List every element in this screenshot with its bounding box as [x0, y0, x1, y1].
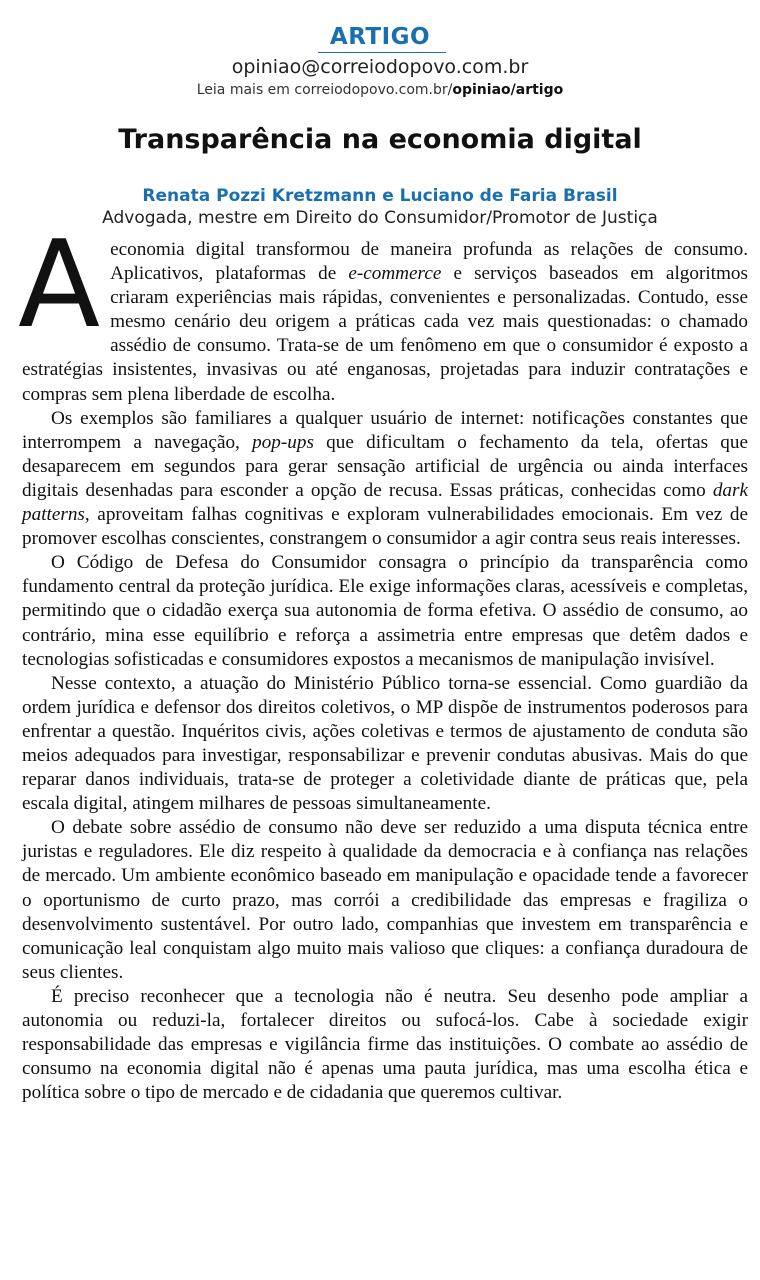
article-authors: Renata Pozzi Kretzmann e Luciano de Faria Brasil — [142, 186, 618, 206]
paragraph-2-emphasis-1: pop-ups — [252, 431, 314, 453]
paragraph-2-text-a: Os exemplos são familiares a qualquer usuário de internet: notificações constantes que interrompem a navegação, — [22, 407, 748, 453]
paragraph-1-text-b: e serviços baseados em algoritmos criaram experiências mais rápidas, convenientes e personalizadas. Contudo, esse mesmo cenário deu origem a práticas cada vez mais questionadas: o chamado assédio de consumo. Trata-se de um fenômeno em que o consumidor é exposto a estratégias insistentes, invasivas ou até enganosas, projetadas para induzir contratações e compras sem plena liberdade de escolha. — [22, 263, 748, 405]
read-more-path: opiniao/artigo — [452, 82, 564, 98]
paragraph-4: Nesse contexto, a atuação do Ministério Público torna-se essencial. Como guardião da ordem jurídica e defensor dos direitos coletivos, o MP dispõe de instrumentos poderosos para enfrentar a questão. Inquéritos civis, ações coletivas e termos de ajustamento de conduta são meios adequados para investigar, responsabilizar e prevenir condutas abusivas. Mais do que reparar danos individuais, trata-se de proteger a coletividade diante de práticas que, pela escala digital, atingem milhares de pessoas simultaneamente. — [22, 672, 748, 815]
section-label: ARTIGO — [329, 24, 431, 50]
paragraph-1-emphasis: e-commerce — [348, 263, 442, 285]
read-more-line — [0, 80, 760, 100]
paragraph-2-emphasis-2: dark patterns — [22, 479, 748, 526]
paragraph-2 — [22, 407, 748, 552]
paragraph-2-text-b: que dificultam o fechamento da tela, ofertas que desaparecem em segundos para gerar sensação artificial de urgência ou ainda interfaces digitais desenhadas para esconder a opção de recusa. Essas práticas, conhecidas como — [22, 431, 749, 501]
contact-email: opiniao@correiodopovo.com.br — [231, 56, 529, 78]
paragraph-6: É preciso reconhecer que a tecnologia não é neutra. Seu desenho pode ampliar a autonomia ou reduzi-la, fortalecer direitos ou sufocá-los. Cabe à sociedade exigir responsabilidade das empresas e vigilância firme das instituições. O combate ao assédio de consumo na economia digital não é apenas uma pauta jurídica, mas uma escolha ética e política sobre o tipo de mercado e de cidadania que queremos cultivar. — [22, 985, 748, 1104]
paragraph-5: O debate sobre assédio de consumo não deve ser reduzido a uma disputa técnica entre juristas e reguladores. Ele diz respeito à qualidade da democracia e à confiança nas relações de mercado. Um ambiente econômico baseado em manipulação e opacidade tende a favorecer o oportunismo de curto prazo, mas corrói a credibilidade das empresas e fragiliza o desenvolvimento sustentável. Por outro lado, companhias que investem em transparência e comunicação leal conquistam algo muito mais valioso que cliques: a confiança duradoura de seus clientes. — [22, 817, 748, 983]
drop-cap: A — [18, 216, 101, 355]
paragraph-2-text-c: , aproveitam falhas cognitivas e exploram vulnerabilidades emocionais. Em vez de promover escolhas conscientes, constrangem o consumidor a agir contra seus reais interesses. — [22, 504, 748, 550]
section-rule — [318, 52, 446, 53]
author-roles: Advogada, mestre em Direito do Consumidor/Promotor de Justiça — [102, 208, 658, 228]
article-title: Transparência na economia digital — [118, 124, 642, 155]
read-more-prefix: Leia mais em correiodopovo.com.br/ — [196, 82, 453, 98]
paragraph-1-text-a: economia digital transformou de maneira profunda as relações de consumo. Aplicativos, plataformas de — [110, 239, 748, 285]
paragraph-3: O Código de Defesa do Consumidor consagra o princípio da transparência como fundamento central da proteção jurídica. Ele exige informações claras, acessíveis e completas, permitindo que o cidadão exerça sua autonomia de forma efetiva. O assédio de consumo, ao contrário, mina esse equilíbrio e reforça a assimetria entre empresas que detêm dados e tecnologias sofisticadas e consumidores expostos a mecanismos de manipulação invisível. — [22, 552, 748, 670]
